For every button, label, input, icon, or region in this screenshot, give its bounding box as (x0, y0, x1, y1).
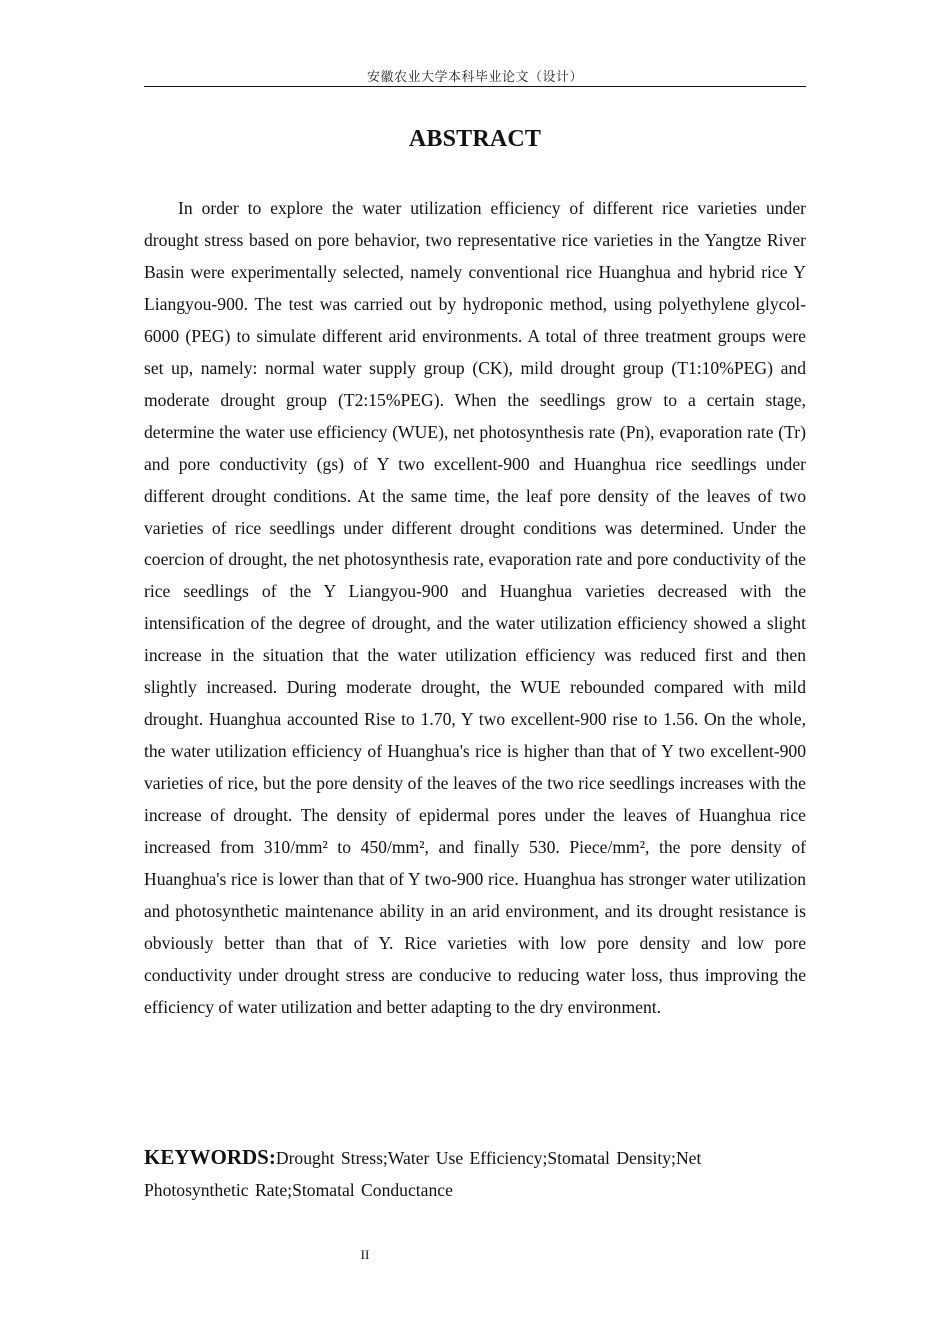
running-header: 安徽农业大学本科毕业论文（设计） (366, 70, 583, 85)
keywords-text: Drought Stress;Water Use Efficiency;Stomatal Density;Net Photosynthetic Rate;Stomatal Conductance (144, 1148, 702, 1200)
abstract-title: ABSTRACT (408, 126, 542, 152)
page-number: II (360, 1247, 370, 1262)
keywords-paragraph (144, 1142, 806, 1206)
header-rule (144, 86, 806, 87)
keywords-label: KEYWORDS: (144, 1145, 276, 1169)
abstract-paragraph: In order to explore the water utilization efficiency of different rice varieties under drought stress based on pore behavior, two representative rice varieties in the Yangtze River Basin were experimentally selected, namely conventional rice Huanghua and hybrid rice Y Liangyou-900. The test was carried out by hydroponic method, using polyethylene glycol-6000 (PEG) to simulate different arid environments. A total of three treatment groups were set up, namely: normal water supply group (CK), mild drought group (T1:10%PEG) and moderate drought group (T2:15%PEG). When the seedlings grow to a certain stage, determine the water use efficiency (WUE), net photosynthesis rate (Pn), evaporation rate (Tr) and pore conductivity (gs) of Y two excellent-900 and Huanghua rice seedlings under different drought conditions. At the same time, the leaf pore density of the leaves of two varieties of rice seedlings under different drought conditions was determined. Under the coercion of drought, the net photosynthesis rate, evaporation rate and pore conductivity of the rice seedlings of the Y Liangyou-900 and Huanghua varieties decreased with the intensification of the degree of drought, and the water utilization efficiency showed a slight increase in the situation that the water utilization efficiency was reduced first and then slightly increased. During moderate drought, the WUE rebounded compared with mild drought. Huanghua accounted Rise to 1.70, Y two excellent-900 rise to 1.56. On the whole, the water utilization efficiency of Huanghua's rice is higher than that of Y two excellent-900 varieties of rice, but the pore density of the leaves of the two rice seedlings increases with the increase of drought. The density of epidermal pores under the leaves of Huanghua rice increased from 310/mm² to 450/mm², and finally 530. Piece/mm², the pore density of Huanghua's rice is lower than that of Y two-900 rice. Huanghua has stronger water utilization and photosynthetic maintenance ability in an arid environment, and its drought resistance is obviously better than that of Y. Rice varieties with low pore density and low pore conductivity under drought stress are conducive to reducing water loss, thus improving the efficiency of water utilization and better adapting to the dry environment. (144, 198, 806, 1017)
